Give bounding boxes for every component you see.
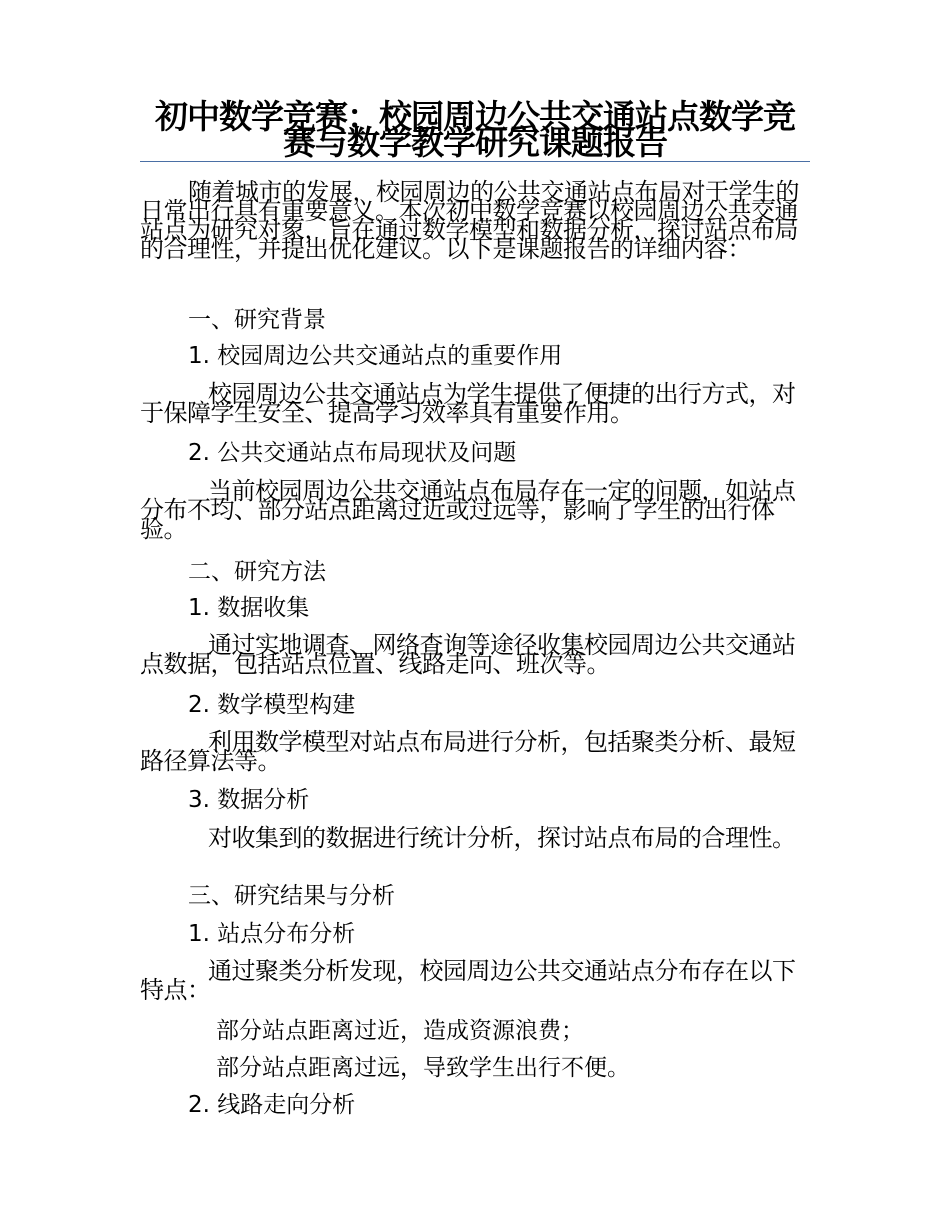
intro-paragraph: 随着城市的发展，校园周边的公共交通站点布局对于学生的日常出行具有重要意义。本次初中数学竞赛以校园周边公共交通站点为研究对象，旨在通过数学模型和数据分析，探讨站点布局的合理性，并提出优化建议。以下是课题报告的详细内容： xyxy=(140,178,799,263)
section-2-item-1-heading: 1. 数据收集 xyxy=(188,595,310,621)
list-item: 部分站点距离过近，造成资源浪费； xyxy=(216,1018,584,1044)
section-1-item-1-heading: 1. 校园周边公共交通站点的重要作用 xyxy=(188,343,563,369)
section-3-item-2-heading: 2. 线路走向分析 xyxy=(188,1092,356,1118)
section-1-item-2-text: 当前校园周边公共交通站点布局存在一定的问题，如站点分布不均、部分站点距离过近或过远等，影响了学生的出行体验。 xyxy=(140,477,796,543)
section-1-item-2-heading: 2. 公共交通站点布局现状及问题 xyxy=(188,440,517,466)
section-3-item-1-heading: 1. 站点分布分析 xyxy=(188,921,356,947)
list-item: 部分站点距离过远，导致学生出行不便。 xyxy=(216,1055,630,1081)
section-3-item-1-text: 通过聚类分析发现，校园周边公共交通站点分布存在以下特点： xyxy=(140,957,796,1004)
document-title: 初中数学竞赛：校园周边公共交通站点数学竞赛与数学教学研究课题报告 xyxy=(155,97,795,162)
section-2-heading: 二、研究方法 xyxy=(188,559,326,585)
section-2-item-2-text: 利用数学模型对站点布局进行分析，包括聚类分析、最短路径算法等。 xyxy=(140,728,796,775)
section-2-item-1-text: 通过实地调查、网络查询等途径收集校园周边公共交通站点数据，包括站点位置、线路走向、班次等。 xyxy=(140,631,796,678)
section-1-heading: 一、研究背景 xyxy=(188,307,326,333)
section-2-item-3-heading: 3. 数据分析 xyxy=(188,787,310,813)
section-2-item-3-text: 对收集到的数据进行统计分析，探讨站点布局的合理性。 xyxy=(208,824,796,852)
section-3-heading: 三、研究结果与分析 xyxy=(188,883,395,909)
title-underline xyxy=(140,161,810,162)
section-2-item-2-heading: 2. 数学模型构建 xyxy=(188,692,356,718)
section-1-item-1-text: 校园周边公共交通站点为学生提供了便捷的出行方式，对于保障学生安全、提高学习效率具有重要作用。 xyxy=(140,380,796,427)
